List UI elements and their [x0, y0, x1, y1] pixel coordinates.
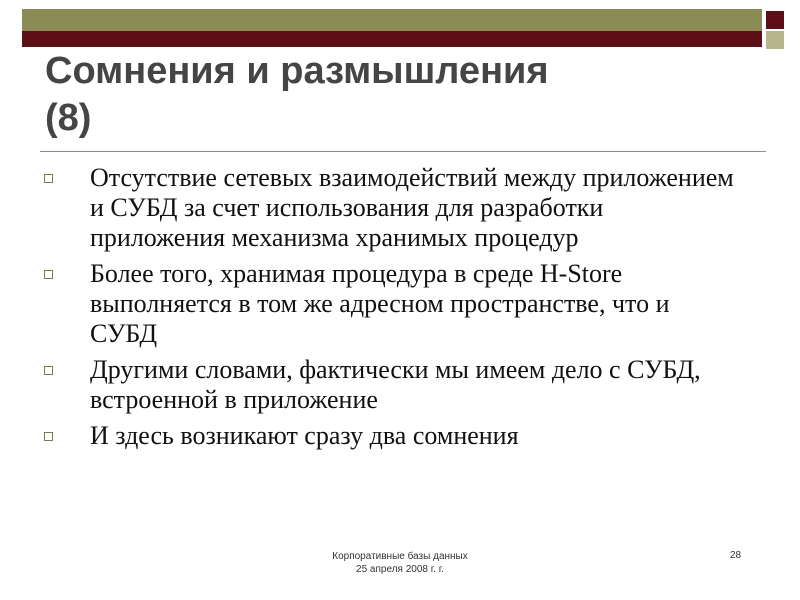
corner-square-dark: [766, 11, 784, 29]
bullet-text: Отсутствие сетевых взаимодействий между приложением и СУБД за счет использования для разработки приложения механизма хранимых процедур: [90, 163, 734, 252]
header-olive-band: [22, 9, 762, 31]
footer-date: 25 апреля 2008 г. г.: [356, 564, 444, 575]
bullet-item: [40, 421, 740, 451]
square-bullet-icon: [44, 174, 53, 183]
square-bullet-icon: [44, 270, 53, 279]
slide-title-line1: Сомнения и размышления: [45, 50, 549, 92]
slide-title: [45, 48, 549, 142]
bullet-text: И здесь возникают сразу два сомнения: [90, 421, 519, 450]
title-divider: [40, 151, 766, 152]
bullet-text: Более того, хранимая процедура в среде H-Store выполняется в том же адресном пространстве, что и СУБД: [90, 259, 670, 348]
square-bullet-icon: [44, 432, 53, 441]
slide-title-line2: (8): [45, 97, 92, 139]
bullet-item: [40, 259, 740, 349]
bullet-list: [40, 163, 740, 457]
footer: [250, 550, 550, 576]
footer-course-title: Корпоративные базы данных: [332, 551, 468, 562]
page-number: 28: [730, 550, 742, 561]
bullet-text: Другими словами, фактически мы имеем дело с СУБД, встроенной в приложение: [90, 355, 701, 414]
corner-square-olive: [766, 31, 784, 49]
bullet-item: [40, 355, 740, 415]
bullet-item: [40, 163, 740, 253]
header-dark-band: [22, 31, 762, 47]
square-bullet-icon: [44, 366, 53, 375]
